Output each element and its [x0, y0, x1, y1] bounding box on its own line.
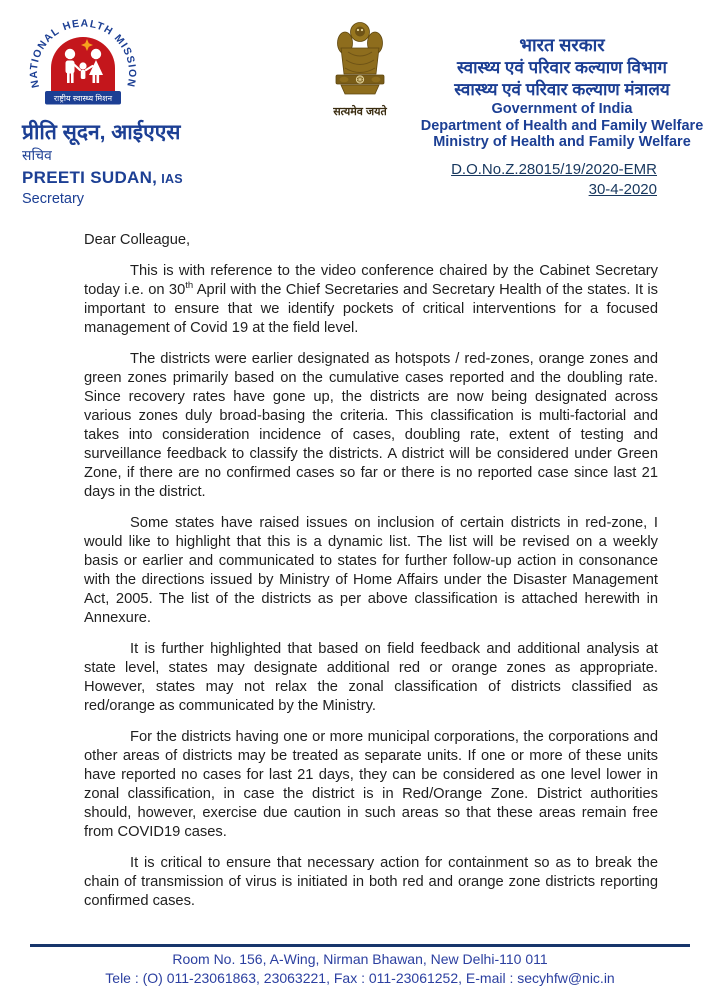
salutation: Dear Colleague,	[84, 232, 191, 248]
national-emblem	[325, 18, 395, 119]
paragraph-text: This is with reference to the video conference chaired by the Cabinet Secretary today i.e. on 30	[84, 263, 658, 298]
body-paragraph-6: It is critical to ensure that necessary action for containment so as to break the chain of transmission of virus is initiated in both red and orange zone districts reporting confirmed cases.	[84, 855, 658, 909]
govt-of-india-hindi: भारत सरकार	[519, 35, 605, 55]
ashoka-lion-capital-icon	[332, 18, 388, 102]
officer-title-english: Secretary	[22, 191, 85, 207]
officer-name-english	[22, 167, 183, 190]
body-paragraph-4: It is further highlighted that based on field feedback and additional analysis at state level, states may designate additional red or orange zones as appropriate. However, states may not relax the zonal classification of districts classified as red/orange as communicated by the Ministry.	[84, 641, 658, 714]
footer-contact: Tele : (O) 011-23061863, 23063221, Fax : 011-23061252, E-mail : secyhfw@nic.in	[105, 970, 615, 986]
footer-address: Room No. 156, A-Wing, Nirman Bhawan, New Delhi-110 011	[172, 951, 548, 967]
department-english: Department of Health and Family Welfare	[420, 117, 704, 134]
footer-divider	[30, 944, 690, 947]
footer	[0, 950, 720, 988]
body-paragraph-3: Some states have raised issues on inclusion of certain districts in red-zone, I would like to highlight that this is a dynamic list. The list will be revised on a weekly basis or earlier and communicated to states for further follow-up action in consonance with the directions issued by Ministry of Home Affairs under the Disaster Management Act, 2005. The list of the districts as per above classification is attached herewith in Annexure.	[84, 515, 658, 626]
nhm-logo-icon	[26, 6, 140, 118]
ministry-english: Ministry of Health and Family Welfare	[433, 134, 691, 150]
letter-body	[84, 231, 658, 923]
department-hindi: स्वास्थ्य एवं परिवार कल्याण विभाग	[457, 58, 667, 77]
body-paragraph-1	[84, 262, 658, 338]
officer-title-hindi: सचिव	[22, 147, 52, 163]
reference-block	[451, 160, 657, 200]
paragraph-text: April with the Chief Secretaries and Secretary Health of the states. It is important to ensure that we identify pockets of critical interventions for a focused management of Covid 19 at the field level.	[84, 282, 658, 336]
svg-text:NATIONAL HEALTH MISSION: NATIONAL HEALTH MISSION	[27, 17, 139, 89]
officer-name-suffix: IAS	[161, 172, 183, 186]
body-paragraph-5: For the districts having one or more municipal corporations, the corporations and other areas of districts may be treated as separate units. If one or more of these units have reported no cases for last 21 days, they can be considered as one level lower in zonal classification, in case the district is in Red/Orange Zone. District authorities should, however, exercise due caution in such areas so that these areas remain free from COVID19 cases.	[84, 729, 658, 840]
officer-name-hindi: प्रीति सूदन, आईएएस	[22, 121, 181, 144]
govt-of-india-english: Government of India	[491, 101, 633, 117]
ministry-hindi: स्वास्थ्य एवं परिवार कल्याण मंत्रालय	[454, 80, 670, 99]
officer-block	[22, 120, 183, 208]
officer-name-text: PREETI SUDAN,	[22, 168, 158, 187]
superscript-th: th	[185, 280, 194, 292]
body-paragraph-2: The districts were earlier designated as hotspots / red-zones, orange zones and green zones primarily based on the cumulative cases reported and the doubling rate. Since recovery rates have gone up, the districts are now being designated across various zones duly broad-basing the criteria. This classification is multi-factorial and takes into consideration incidence of cases, doubling rate, extent of testing and surveillance feedback to classify the districts. A district will be considered under Green Zone, if there are no confirmed cases so far or there is no reported case since last 21 days in the district.	[84, 351, 658, 500]
nhm-banner-text: राष्ट्रीय स्वास्थ्य मिशन	[53, 93, 113, 103]
ministry-block	[408, 34, 716, 151]
emblem-motto: सत्यमेव जयते	[333, 106, 387, 118]
letter-date: 30-4-2020	[588, 181, 657, 198]
do-reference-number: D.O.No.Z.28015/19/2020-EMR	[451, 161, 657, 178]
